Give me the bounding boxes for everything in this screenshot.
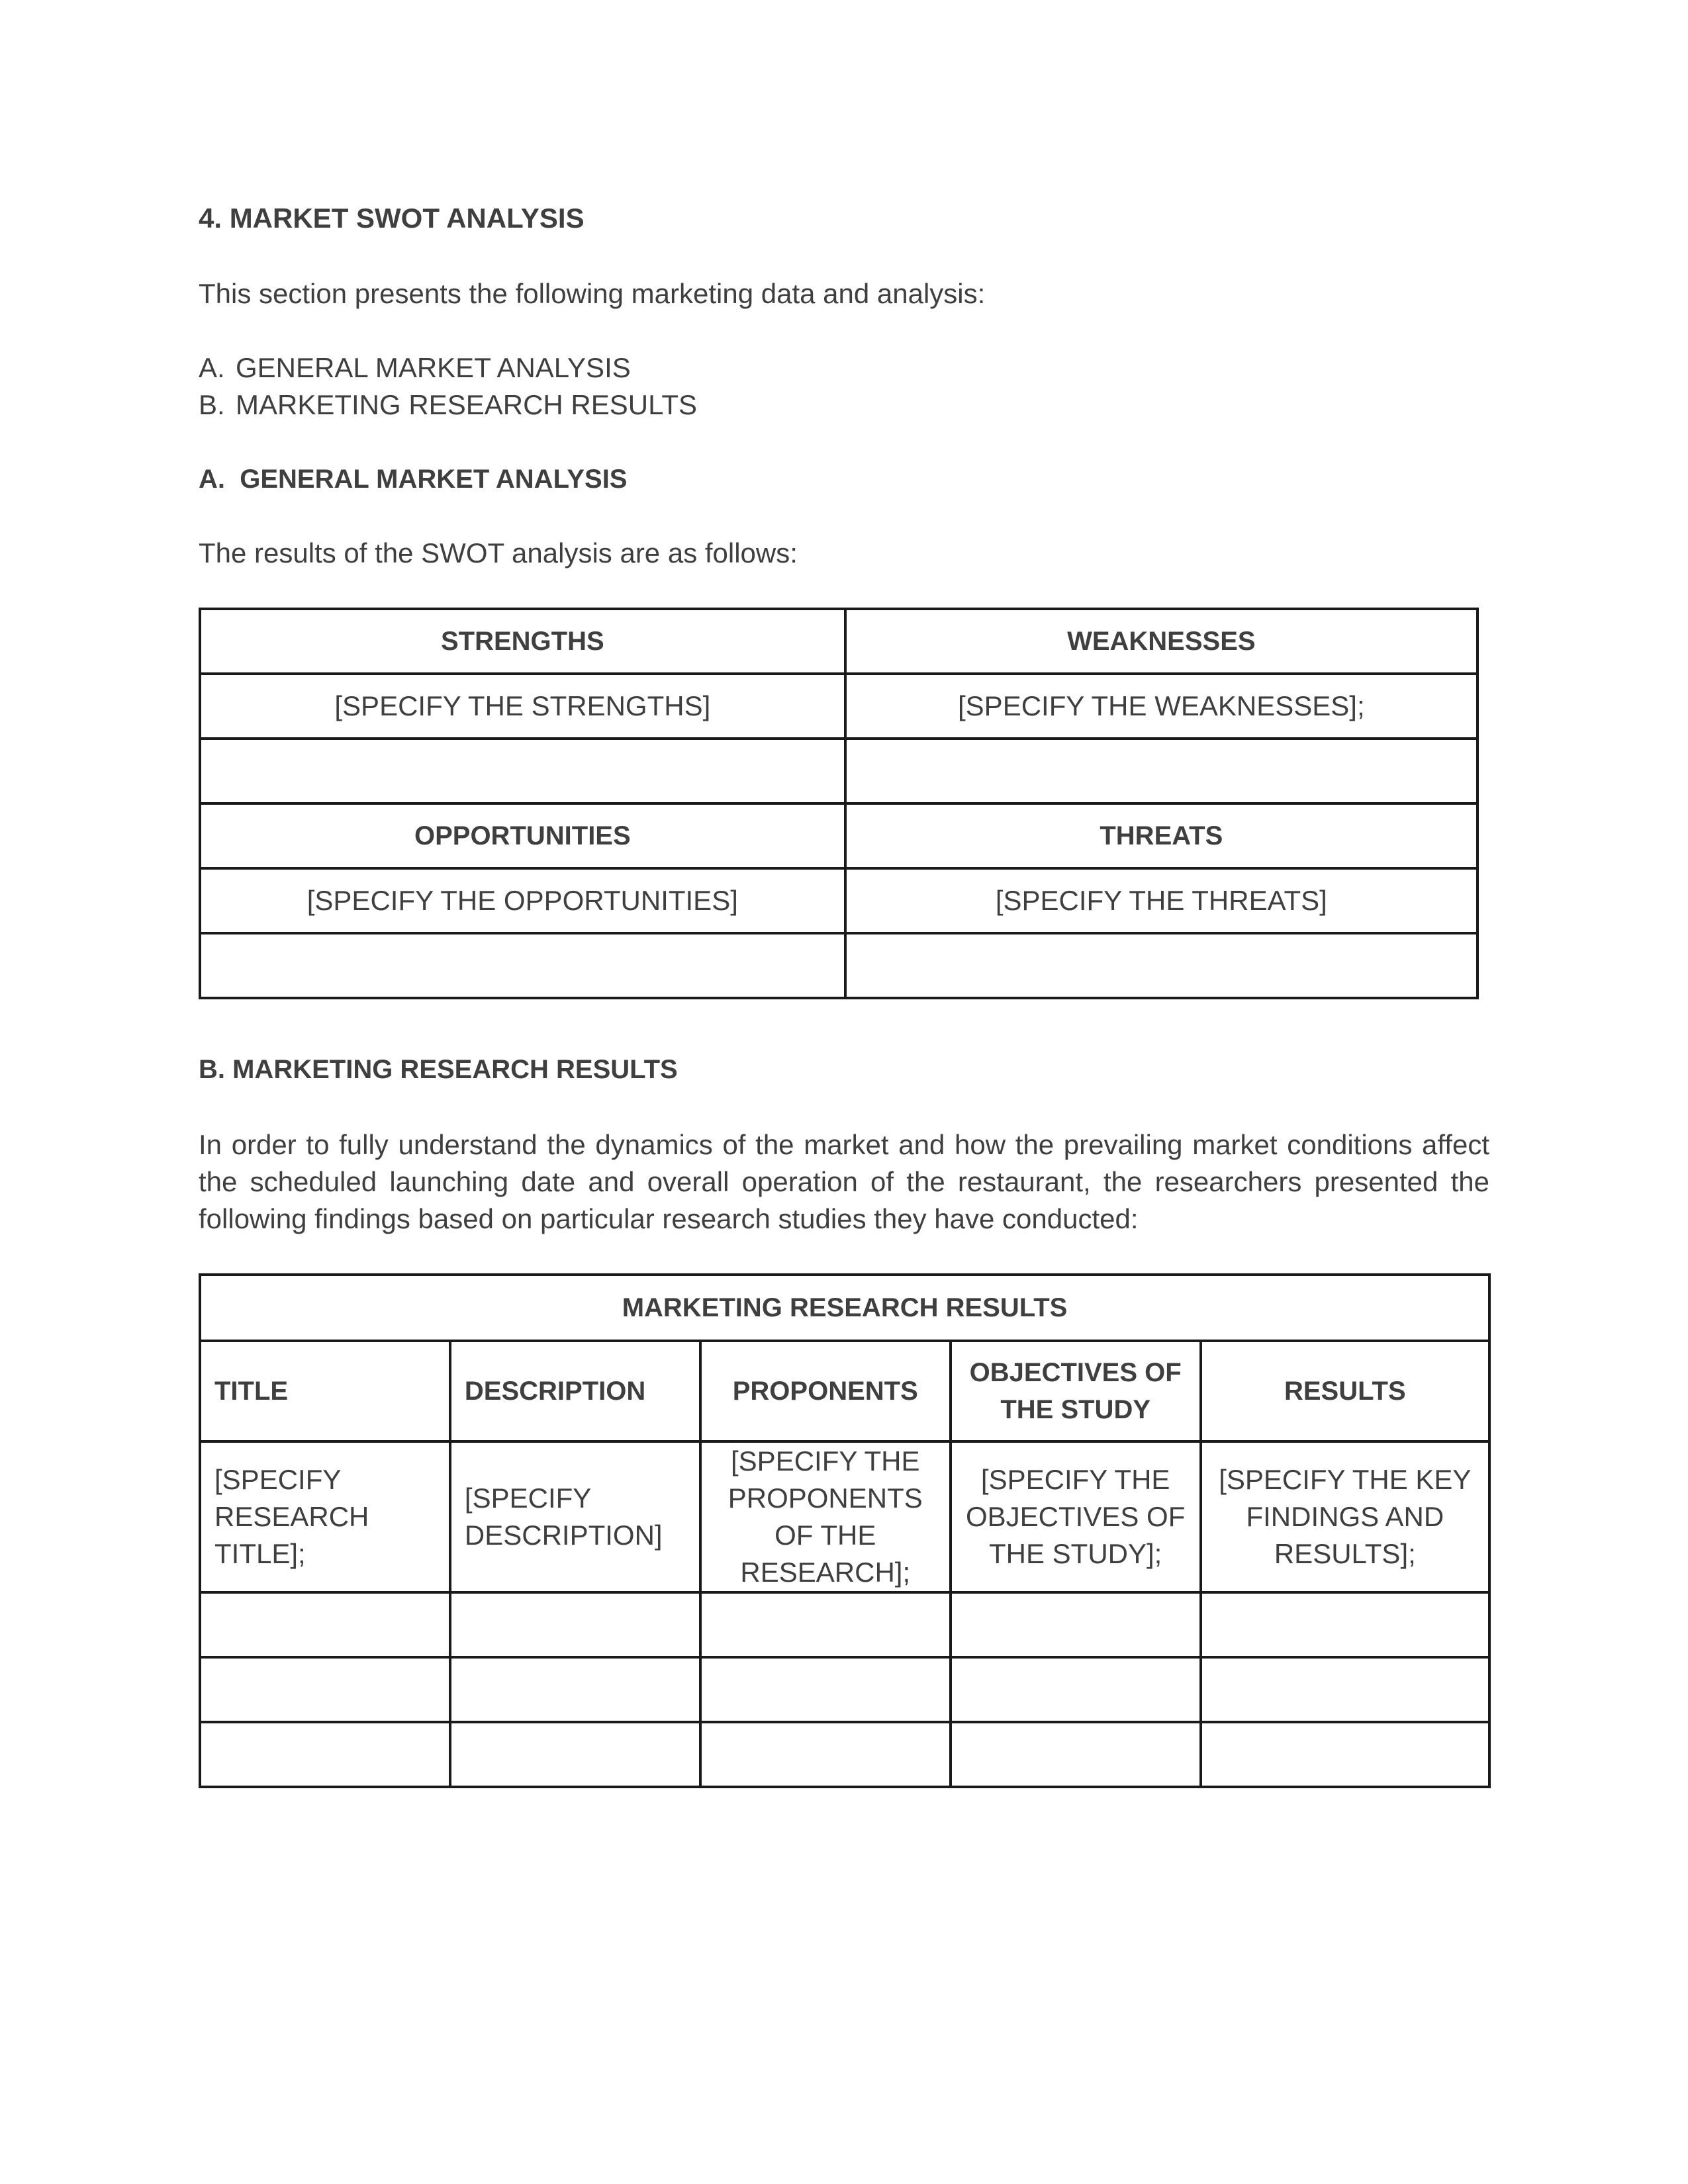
weaknesses-header: WEAKNESSES bbox=[845, 609, 1477, 674]
empty-cell bbox=[200, 933, 845, 998]
table-caption: MARKETING RESEARCH RESULTS bbox=[200, 1275, 1489, 1341]
empty-cell bbox=[1201, 1592, 1489, 1657]
list-item-label: MARKETING RESEARCH RESULTS bbox=[236, 389, 697, 420]
column-header: RESULTS bbox=[1201, 1341, 1489, 1441]
empty-cell bbox=[450, 1722, 700, 1787]
table-row bbox=[200, 1592, 1489, 1657]
table-row bbox=[200, 1275, 1489, 1341]
section-list bbox=[199, 349, 697, 424]
empty-cell bbox=[450, 1592, 700, 1657]
table-cell: [SPECIFY DESCRIPTION] bbox=[450, 1441, 700, 1592]
list-item-letter: B. bbox=[199, 389, 225, 420]
table-row bbox=[200, 609, 1477, 674]
empty-cell bbox=[200, 1592, 450, 1657]
threats-header: THREATS bbox=[845, 803, 1477, 868]
weaknesses-cell: [SPECIFY THE WEAKNESSES]; bbox=[845, 674, 1477, 739]
table-row bbox=[200, 933, 1477, 998]
empty-cell bbox=[1201, 1657, 1489, 1722]
list-item bbox=[199, 349, 697, 387]
table-cell: [SPECIFY THE PROPONENTS OF THE RESEARCH]; bbox=[700, 1441, 951, 1592]
empty-cell bbox=[700, 1722, 951, 1787]
table-row bbox=[200, 1722, 1489, 1787]
column-header: DESCRIPTION bbox=[450, 1341, 700, 1441]
empty-cell bbox=[200, 739, 845, 803]
table-header-row bbox=[200, 1341, 1489, 1441]
empty-cell bbox=[200, 1722, 450, 1787]
table-row bbox=[200, 1441, 1489, 1592]
section-b-heading: B. MARKETING RESEARCH RESULTS bbox=[199, 1055, 678, 1084]
list-item bbox=[199, 387, 697, 424]
empty-cell bbox=[700, 1657, 951, 1722]
section-a-intro: The results of the SWOT analysis are as follows: bbox=[199, 537, 798, 569]
table-cell: [SPECIFY THE KEY FINDINGS AND RESULTS]; bbox=[1201, 1441, 1489, 1592]
section-a-heading: A. GENERAL MARKET ANALYSIS bbox=[199, 465, 628, 494]
threats-cell: [SPECIFY THE THREATS] bbox=[845, 868, 1477, 933]
swot-table bbox=[199, 608, 1479, 999]
empty-cell bbox=[200, 1657, 450, 1722]
table-row bbox=[200, 868, 1477, 933]
strengths-cell: [SPECIFY THE STRENGTHS] bbox=[200, 674, 845, 739]
table-cell: [SPECIFY THE OBJECTIVES OF THE STUDY]; bbox=[951, 1441, 1201, 1592]
list-item-letter: A. bbox=[199, 352, 225, 383]
empty-cell bbox=[951, 1722, 1201, 1787]
table-row bbox=[200, 739, 1477, 803]
empty-cell bbox=[951, 1592, 1201, 1657]
table-row bbox=[200, 1657, 1489, 1722]
column-header: PROPONENTS bbox=[700, 1341, 951, 1441]
opportunities-header: OPPORTUNITIES bbox=[200, 803, 845, 868]
research-results-table bbox=[199, 1273, 1491, 1788]
list-item-label: GENERAL MARKET ANALYSIS bbox=[236, 352, 631, 383]
intro-text: This section presents the following marketing data and analysis: bbox=[199, 278, 986, 309]
empty-cell bbox=[450, 1657, 700, 1722]
column-header: TITLE bbox=[200, 1341, 450, 1441]
empty-cell bbox=[951, 1657, 1201, 1722]
table-cell: [SPECIFY RESEARCH TITLE]; bbox=[200, 1441, 450, 1592]
section-title: 4. MARKET SWOT ANALYSIS bbox=[199, 203, 585, 234]
empty-cell bbox=[1201, 1722, 1489, 1787]
table-row bbox=[200, 674, 1477, 739]
empty-cell bbox=[845, 933, 1477, 998]
empty-cell bbox=[845, 739, 1477, 803]
column-header: OBJECTIVES OF THE STUDY bbox=[951, 1341, 1201, 1441]
empty-cell bbox=[700, 1592, 951, 1657]
opportunities-cell: [SPECIFY THE OPPORTUNITIES] bbox=[200, 868, 845, 933]
strengths-header: STRENGTHS bbox=[200, 609, 845, 674]
section-b-intro: In order to fully understand the dynamics of the market and how the prevailing market conditions affect the scheduled launching date and overall operation of the restaurant, the researchers presented the following findings based on particular research studies they have conducted: bbox=[199, 1129, 1489, 1234]
table-row bbox=[200, 803, 1477, 868]
